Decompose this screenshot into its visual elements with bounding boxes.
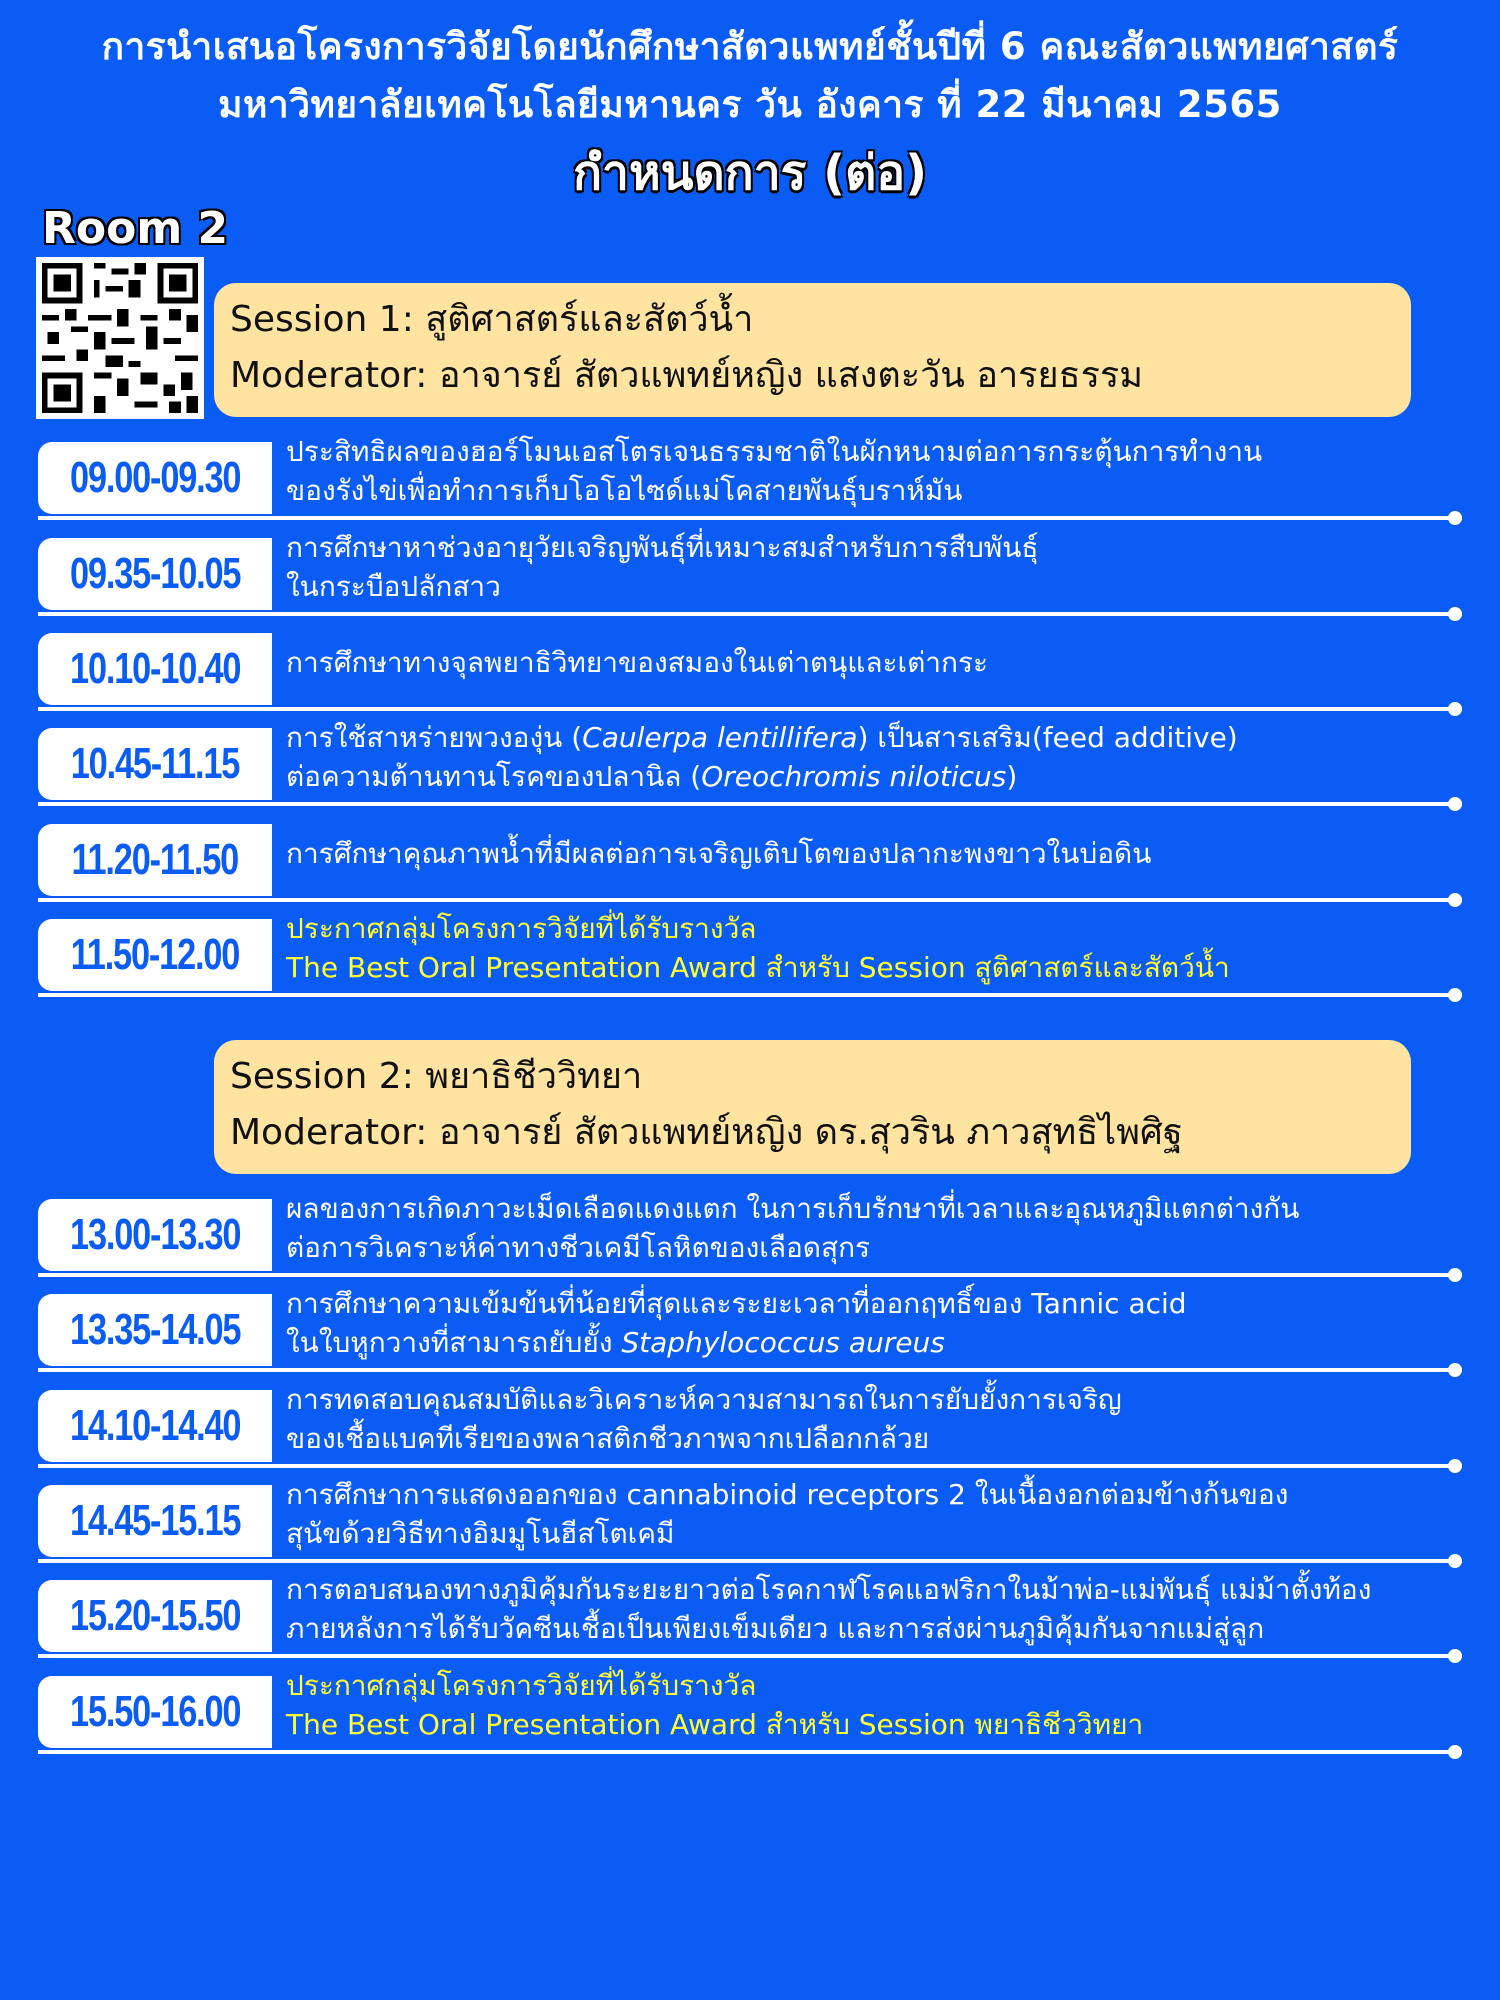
- header-line-1: การนำเสนอโครงการวิจัยโดยนักศึกษาสัตวแพทย์ชั้นปีที่ 6 คณะสัตวแพทยศาสตร์: [101, 25, 1399, 68]
- title-line-1: การศึกษาคุณภาพน้ำที่มีผลต่อการเจริญเติบโตของปลากะพงขาวในบ่อดิน: [286, 837, 1152, 870]
- presentation-title: [286, 718, 1238, 796]
- session-2-header: [214, 1040, 1411, 1174]
- time-slot-badge: [38, 1580, 272, 1652]
- row-divider: [38, 1559, 1462, 1563]
- presentation-title: [286, 528, 1038, 606]
- title-line-1: การศึกษาหาช่วงอายุวัยเจริญพันธุ์ที่เหมาะสมสำหรับการสืบพันธุ์: [286, 531, 1039, 564]
- time-slot-text: 14.10-14.40: [69, 1401, 241, 1450]
- session-1-header: [214, 283, 1411, 417]
- title-line-2: ต่อความต้านทานโรคของปลานิล (Oreochromis niloticus): [286, 760, 1018, 793]
- presentation-title: [286, 643, 988, 682]
- time-slot-badge: [38, 1676, 272, 1748]
- title-line-2: ของเชื้อแบคทีเรียของพลาสติกชีวภาพจากเปลือกกล้วย: [286, 1422, 930, 1455]
- title-line-2: ต่อการวิเคราะห์ค่าทางชีวเคมีโลหิตของเลือดสุกร: [286, 1231, 871, 1264]
- schedule-row: [38, 714, 1470, 806]
- row-end-dot: [1448, 988, 1462, 1002]
- time-slot-text: 13.35-14.05: [69, 1305, 241, 1354]
- time-slot-text: 09.00-09.30: [69, 453, 241, 502]
- title-line-2: The Best Oral Presentation Award สำหรับ Session พยาธิชีววิทยา: [286, 1708, 1144, 1741]
- time-slot-badge: [38, 538, 272, 610]
- time-slot-text: 13.00-13.30: [69, 1210, 241, 1259]
- presentation-title: [286, 432, 1262, 510]
- presentation-title: [286, 1380, 1122, 1458]
- time-slot-badge: [38, 1199, 272, 1271]
- title-line-1: การศึกษาความเข้มข้นที่น้อยที่สุดและระยะเวลาที่ออกฤทธิ์ของ Tannic acid: [286, 1287, 1187, 1320]
- time-slot-text: 14.45-15.15: [69, 1496, 241, 1545]
- row-divider: [38, 516, 1462, 520]
- row-divider: [38, 1368, 1462, 1372]
- title-line-2: ในกระบือปลักสาว: [286, 570, 501, 603]
- agenda-title: กำหนดการ (ต่อ): [572, 145, 928, 201]
- presentation-title: [286, 1570, 1371, 1648]
- schedule-row: [38, 1376, 1470, 1468]
- page-header: [0, 18, 1500, 210]
- title-line-1: ประกาศกลุ่มโครงการวิจัยที่ได้รับรางวัล: [286, 912, 757, 945]
- qr-code-icon[interactable]: [36, 257, 204, 419]
- session-moderator: Moderator: อาจารย์ สัตวแพทย์หญิง แสงตะวัน อารยธรรม: [230, 355, 1143, 396]
- time-slot-badge: [38, 1485, 272, 1557]
- time-slot-badge: [38, 633, 272, 705]
- session-title: Session 2: พยาธิชีววิทยา: [230, 1056, 643, 1097]
- title-line-2: ของรังไข่เพื่อทำการเก็บโอโอไซด์แม่โคสายพันธุ์บราห์มัน: [286, 474, 963, 507]
- time-slot-badge: [38, 919, 272, 991]
- title-line-2: ในใบหูกวางที่สามารถยับยั้ง Staphylococcus aureus: [286, 1326, 945, 1359]
- schedule-row: [38, 1662, 1470, 1754]
- title-line-1: ผลของการเกิดภาวะเม็ดเลือดแดงแตก ในการเก็บรักษาที่เวลาและอุณหภูมิแตกต่างกัน: [286, 1192, 1300, 1225]
- title-line-1: การใช้สาหร่ายพวงองุ่น (Caulerpa lentillifera) เป็นสารเสริม(feed additive): [286, 721, 1238, 754]
- presentation-title: [286, 1475, 1288, 1553]
- row-divider: [38, 898, 1462, 902]
- schedule-row: [38, 524, 1470, 616]
- row-divider: [38, 1273, 1462, 1277]
- row-divider: [38, 612, 1462, 616]
- row-divider: [38, 993, 1462, 997]
- schedule-row: [38, 810, 1470, 902]
- row-end-dot: [1448, 797, 1462, 811]
- row-divider: [38, 1750, 1462, 1754]
- time-slot-text: 10.45-11.15: [70, 739, 240, 788]
- title-line-2: ภายหลังการได้รับวัคซีนเชื้อเป็นเพียงเข็มเดียว และการส่งผ่านภูมิคุ้มกันจากแม่สู่ลูก: [286, 1612, 1265, 1645]
- time-slot-text: 15.20-15.50: [69, 1591, 241, 1640]
- row-divider: [38, 707, 1462, 711]
- schedule-row: [38, 428, 1470, 520]
- title-line-2: สุนัขด้วยวิธีทางอิมมูโนฮีสโตเคมี: [286, 1517, 675, 1550]
- time-slot-text: 11.50-12.00: [70, 930, 240, 979]
- session-title: Session 1: สูติศาสตร์และสัตว์น้ำ: [230, 299, 754, 340]
- row-divider: [38, 1464, 1462, 1468]
- award-announcement: [286, 1666, 1143, 1744]
- title-line-1: ประกาศกลุ่มโครงการวิจัยที่ได้รับรางวัล: [286, 1669, 757, 1702]
- time-slot-badge: [38, 1390, 272, 1462]
- presentation-title: [286, 834, 1151, 873]
- time-slot-badge: [38, 442, 272, 514]
- time-slot-text: 10.10-10.40: [69, 644, 241, 693]
- time-slot-badge: [38, 1294, 272, 1366]
- schedule-row: [38, 905, 1470, 997]
- title-line-2: The Best Oral Presentation Award สำหรับ Session สูติศาสตร์และสัตว์น้ำ: [286, 951, 1230, 984]
- row-end-dot: [1448, 1745, 1462, 1759]
- header-line-2: มหาวิทยาลัยเทคโนโลยีมหานคร วัน อังคาร ที่ 22 มีนาคม 2565: [218, 83, 1282, 126]
- row-end-dot: [1448, 1363, 1462, 1377]
- title-line-1: การทดสอบคุณสมบัติและวิเคราะห์ความสามารถในการยับยั้งการเจริญ: [286, 1383, 1122, 1416]
- room-label: Room 2: [42, 203, 229, 254]
- row-divider: [38, 802, 1462, 806]
- schedule-row: [38, 619, 1470, 711]
- title-line-1: การศึกษาการแสดงออกของ cannabinoid receptors 2 ในเนื้องอกต่อมข้างก้นของ: [286, 1478, 1289, 1511]
- row-end-dot: [1448, 1649, 1462, 1663]
- session-moderator: Moderator: อาจารย์ สัตวแพทย์หญิง ดร.สุวริน ภาวสุทธิไพศิฐ: [230, 1112, 1183, 1153]
- title-line-1: การตอบสนองทางภูมิคุ้มกันระยะยาวต่อโรคกาฬโรคแอฟริกาในม้าพ่อ-แม่พันธุ์ แม่ม้าตั้งท้อง: [286, 1573, 1372, 1606]
- schedule-row: [38, 1185, 1470, 1277]
- title-line-1: การศึกษาทางจุลพยาธิวิทยาของสมองในเต่าตนุและเต่ากระ: [286, 646, 989, 679]
- presentation-title: [286, 1189, 1299, 1267]
- time-slot-badge: [38, 728, 272, 800]
- time-slot-text: 11.20-11.50: [71, 835, 239, 884]
- time-slot-text: 09.35-10.05: [69, 549, 241, 598]
- presentation-title: [286, 1284, 1187, 1362]
- award-announcement: [286, 909, 1230, 987]
- time-slot-badge: [38, 824, 272, 896]
- row-divider: [38, 1654, 1462, 1658]
- time-slot-text: 15.50-16.00: [69, 1687, 241, 1736]
- schedule-row: [38, 1471, 1470, 1563]
- title-line-1: ประสิทธิผลของฮอร์โมนเอสโตรเจนธรรมชาติในผักหนามต่อการกระตุ้นการทำงาน: [286, 435, 1263, 468]
- schedule-row: [38, 1280, 1470, 1372]
- schedule-row: [38, 1566, 1470, 1658]
- row-end-dot: [1448, 511, 1462, 525]
